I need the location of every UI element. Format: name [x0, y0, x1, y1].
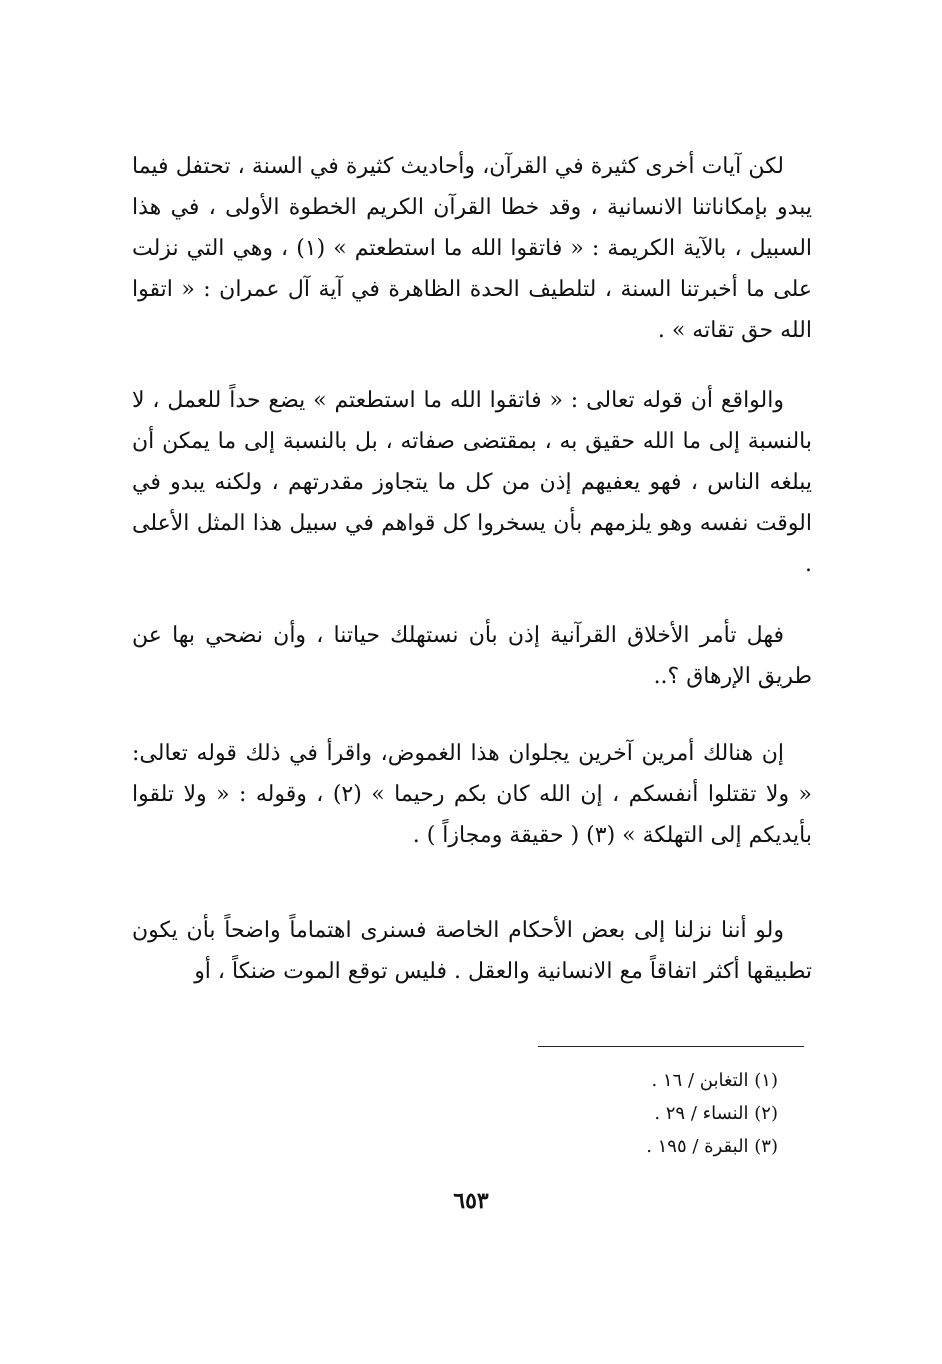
paragraph-text: فهل تأمر الأخلاق القرآنية إذن بأن نستهلك حياتنا ، وأن نضحي بها عن طريق الإرهاق ؟.. — [132, 623, 812, 689]
paragraph-text: ولو أننا نزلنا إلى بعض الأحكام الخاصة فسنرى اهتماماً واضحاً بأن يكون تطبيقها أكثر اتفاقاً مع الانسانية والعقل . فليس توقع الموت ضنكاً ، أو — [132, 918, 812, 984]
paragraph-text: والواقع أن قوله تعالى : « فاتقوا الله ما استطعتم » يضع حداً للعمل ، لا بالنسبة إلى ما الله حقيق به ، بمقتضى صفاته ، بل بالنسبة إلى ما يمكن أن يبلغه الناس ، فهو يعفيهم إذن من كل ما يتجاوز مقدرتهم ، ولكنه يبدو في الوقت نفسه وهو يلزمهم بأن يسخروا كل قواهم في سبيل هذا المثل الأعلى . — [132, 388, 812, 577]
footnote-1: (١) التغابن / ١٦ . — [651, 1070, 778, 1091]
paragraph-text: إن هنالك أمرين آخرين يجلوان هذا الغموض، واقرأ في ذلك قوله تعالى: « ولا تقتلوا أنفسكم ، إن الله كان بكم رحيما » (٢) ، وقوله : « ولا تلقوا بأيديكم إلى التهلكة » (٣) ( حقيقة ومجازاً ) . — [132, 741, 813, 848]
footnote-2: (٢) النساء / ٢٩ . — [654, 1103, 778, 1124]
paragraph-4 — [132, 733, 812, 856]
paragraph-5 — [132, 910, 812, 992]
page-number: ٦٥٣ — [453, 1188, 489, 1214]
paragraph-text: لكن آيات أخرى كثيرة في القرآن، وأحاديث كثيرة في السنة ، تحتفل فيما يبدو بإمكاناتنا الانسانية ، وقد خطا القرآن الكريم الخطوة الأولى ، في هذا السبيل ، بالآية الكريمة : « فاتقوا الله ما استطعتم » (١) ، وهي التي نزلت على ما أخبرتنا السنة ، لتلطيف الحدة الظاهرة في آية آل عمران : « اتقوا الله حق تقاته » . — [132, 154, 813, 343]
paragraph-1 — [132, 146, 812, 351]
footnotes — [478, 1064, 778, 1163]
footnote-divider — [538, 1046, 804, 1047]
paragraph-3 — [132, 615, 812, 697]
paragraph-2 — [132, 380, 812, 585]
footnote-3: (٣) البقرة / ١٩٥ . — [646, 1136, 778, 1157]
